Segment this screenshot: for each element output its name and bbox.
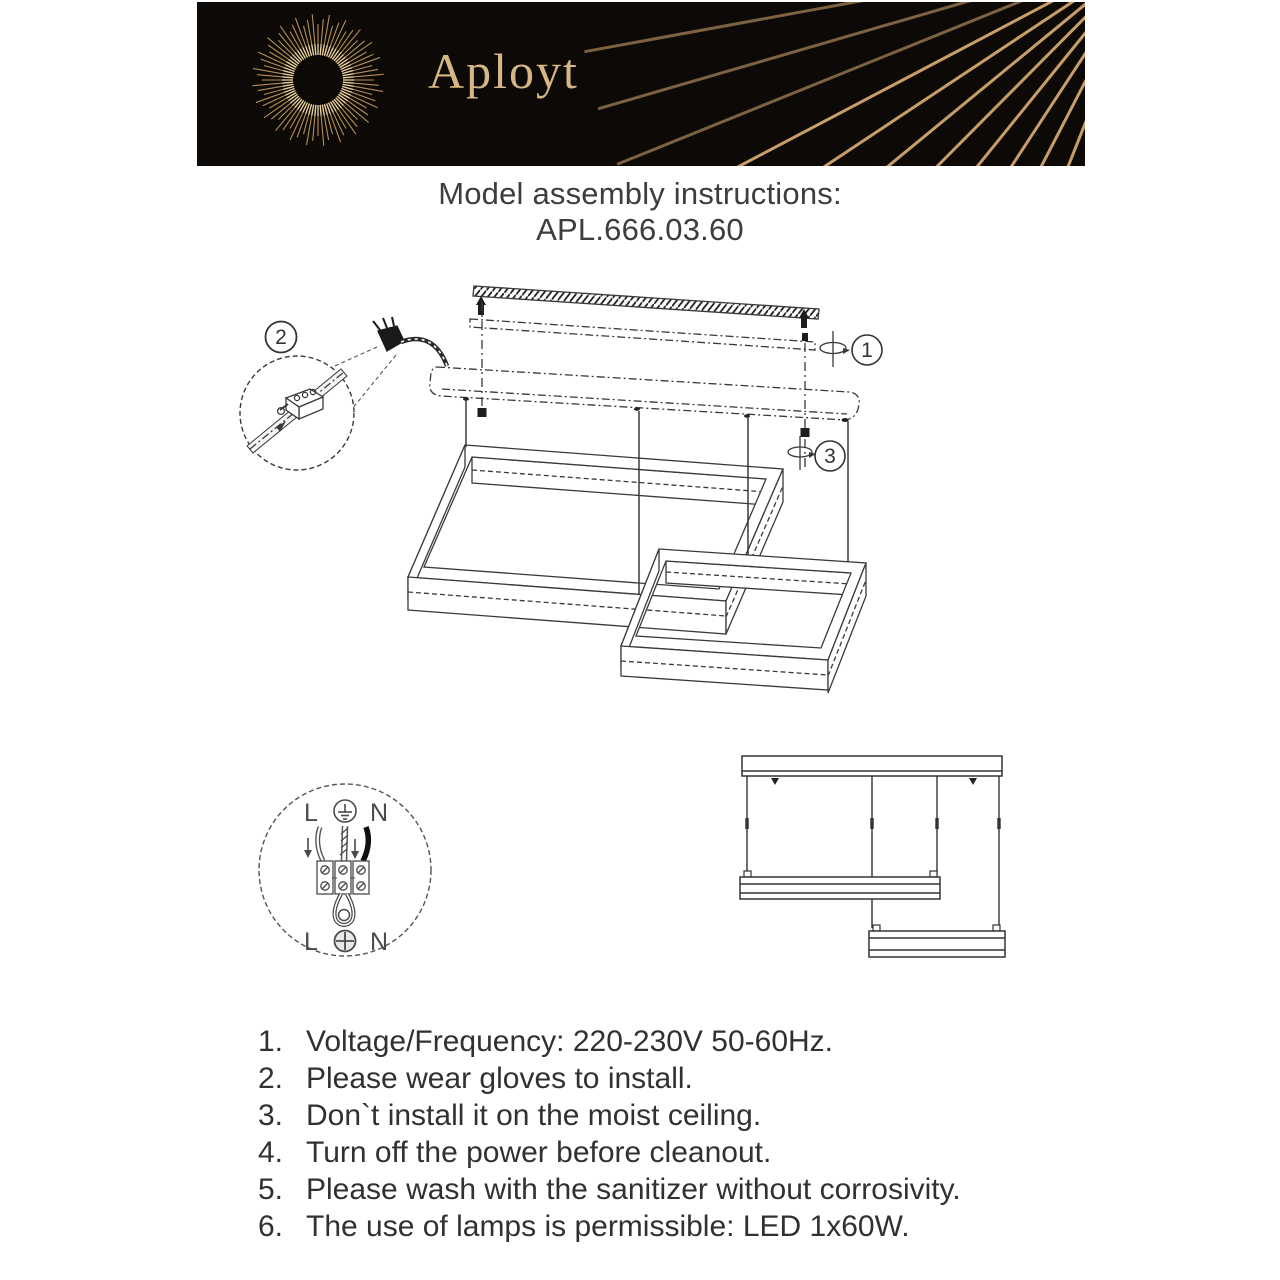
callout-1-label: 1: [861, 339, 873, 362]
connector-detail-circle: [240, 356, 354, 470]
large-frame: [408, 445, 783, 634]
instruction-item: [254, 1208, 1084, 1245]
callout-3-label: 3: [824, 445, 836, 468]
instruction-number: 1.: [258, 1025, 284, 1058]
instruction-number: 6.: [258, 1210, 284, 1243]
wiring-label-N-top: N: [369, 799, 389, 827]
instructions-list: [254, 1023, 1084, 1245]
wiring-label-L-top: L: [304, 799, 318, 827]
exploded-view: [240, 286, 866, 693]
instruction-item: [254, 1023, 1084, 1060]
terminal-block: [317, 861, 369, 894]
instruction-item: [254, 1060, 1084, 1097]
wiring-label-N-bottom: N: [369, 928, 389, 956]
instruction-text: Voltage/Frequency: 220-230V 50-60Hz.: [306, 1025, 834, 1058]
instruction-number: 2.: [258, 1062, 284, 1095]
instruction-text: The use of lamps is permissible: LED 1x60W.: [306, 1210, 910, 1243]
rotation-icon-3: [788, 436, 816, 470]
instruction-item: [254, 1097, 1084, 1134]
brand-logo-text: Aployt: [428, 43, 579, 99]
mounting-bracket: [470, 319, 815, 350]
title-line1: Model assembly instructions:: [438, 176, 842, 211]
wiring-label-L-bottom: L: [304, 928, 318, 956]
instruction-number: 4.: [258, 1136, 284, 1169]
earth-screw-bottom: [335, 931, 356, 952]
instruction-item: [254, 1171, 1084, 1208]
instruction-item: [254, 1134, 1084, 1171]
instruction-text: Please wear gloves to install.: [306, 1062, 693, 1095]
instruction-number: 5.: [258, 1173, 284, 1206]
callout-2-label: 2: [275, 326, 287, 349]
instruction-text: Please wash with the sanitizer without corrosivity.: [306, 1173, 961, 1206]
side-wires: [747, 776, 999, 928]
instruction-text: Don`t install it on the moist ceiling.: [306, 1099, 762, 1132]
wiring-detail-circle: [259, 784, 431, 956]
rotation-icon-1: [820, 331, 850, 367]
canopy: [430, 367, 859, 422]
side-frame-1: [740, 871, 940, 899]
title-line2: APL.666.03.60: [536, 212, 744, 247]
power-plug: [373, 317, 447, 366]
instruction-text: Turn off the power before cleanout.: [306, 1136, 772, 1169]
instruction-number: 3.: [258, 1099, 284, 1132]
ceiling-bar: [473, 286, 819, 319]
side-frame-2: [869, 925, 1005, 957]
side-view: [740, 756, 1005, 957]
